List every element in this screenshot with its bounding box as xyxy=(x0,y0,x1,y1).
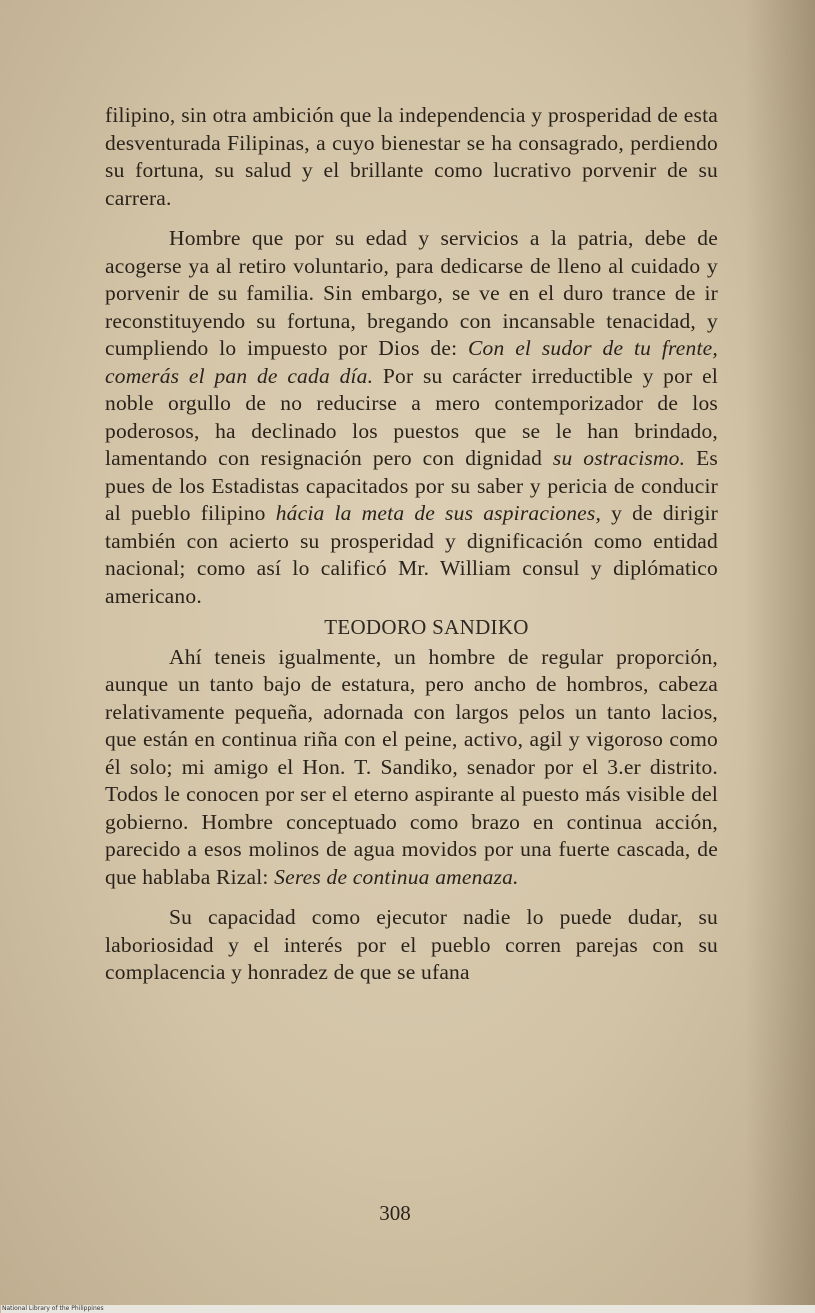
paragraph-2-text-d: y de dirigir también con acierto su prosperidad y dignificación como entidad nacional; como así lo calificó Mr. William consul y diplómatico americano. xyxy=(105,501,718,608)
page-edge-shadow xyxy=(745,0,815,1305)
paragraph-3-text: Ahí teneis igualmente, un hombre de regular proporción, aunque un tanto bajo de estatura, pero ancho de hombros, cabeza relativamente pequeña, adornada con largos pelos un tanto lacios, que están en continua riña con el peine, activo, agil y vigoroso como él solo; mi amigo el Hon. T. Sandiko, senador por el 3.er distrito. Todos le conocen por ser el eterno aspirante al puesto más visible del gobierno. Hombre conceptuado como brazo en continua acción, parecido a esos molinos de agua movidos por una fuerte cascada, de que hablaba Rizal: xyxy=(105,644,718,889)
paragraph-2-meta: hácia la meta de sus aspiraciones, xyxy=(275,501,602,525)
paragraph-3-quote: Seres de continua amenaza. xyxy=(274,864,519,889)
paragraph-2-text-c: Es pues de los Estadistas capacitados por su saber y pericia de conducir al pueblo filipino xyxy=(105,446,718,525)
page-number: 308 xyxy=(379,1201,411,1225)
paragraph-2 xyxy=(105,225,718,610)
section-heading-text: TEODORO SANDIKO xyxy=(324,615,529,639)
section-heading xyxy=(105,614,718,642)
page-text xyxy=(105,102,718,987)
paragraph-2-ostracismo: su ostracismo. xyxy=(552,446,686,470)
paragraph-2-quote: Con el sudor de tu frente, comerás el pan de cada día. xyxy=(105,336,718,388)
paragraph-4: Su capacidad como ejecutor nadie lo puede dudar, su laboriosidad y el interés por el pueblo corren parejas con su complacencia y honradez de que se ufana xyxy=(105,905,718,984)
paragraph-2-text-b: Por su carácter irreductible y por el noble orgullo de no reducirse a mero contemporizador de los poderosos, ha declinado los puestos que se le han brindado, lamentando con resignación pero con dignidad xyxy=(105,363,718,470)
paragraph-3 xyxy=(105,644,718,892)
paragraph-2-text-a: Hombre que por su edad y servicios a la patria, debe de acogerse ya al retiro voluntario, para dedicarse de lleno al cuidado y porvenir de su familia. Sin embargo, se ve en el duro trance de ir reconstituyendo su fortuna, bregando con incansable tenacidad, y cumpliendo lo impuesto por Dios de: xyxy=(105,226,718,360)
paragraph-1: filipino, sin otra ambición que la independencia y prosperidad de esta desventurada Filipinas, a cuyo bienestar se ha consagrado, perdiendo su fortuna, su salud y el brillante como lucrativo porvenir de su carrera. xyxy=(105,103,718,210)
library-credit: National Library of the Philippines xyxy=(1,1305,815,1313)
